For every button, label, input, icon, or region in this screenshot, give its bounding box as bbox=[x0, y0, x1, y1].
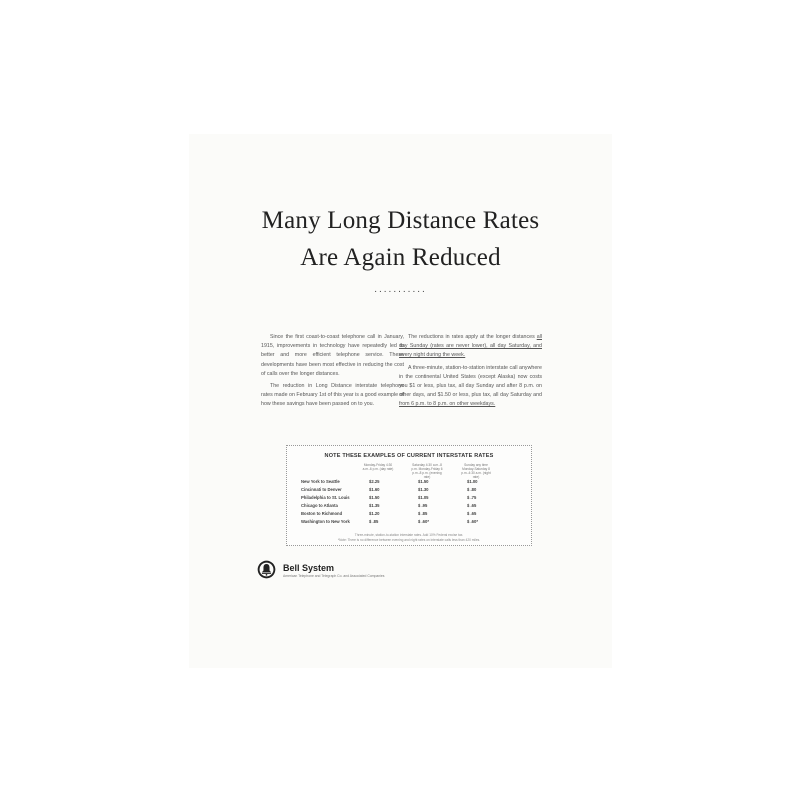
table-row bbox=[301, 519, 521, 526]
route-cell: Boston to Richmond bbox=[301, 511, 343, 516]
table-row bbox=[301, 479, 521, 486]
evening-rate-cell: $1.30 bbox=[418, 487, 429, 492]
body-column-left bbox=[261, 333, 404, 413]
route-cell: Cincinnati to Denver bbox=[301, 487, 342, 492]
body-text: The reductions in rates apply at the longer distances bbox=[408, 334, 537, 340]
rates-table bbox=[286, 445, 532, 546]
decorative-dots: ........... bbox=[374, 284, 427, 295]
headline-line-1: Many Long Distance Rates bbox=[261, 207, 540, 234]
column-header-night: Sunday any time Monday-Saturday 8 p.m.-4:30 a.m. (night rate) bbox=[461, 463, 491, 479]
night-rate-cell: $ .60* bbox=[467, 519, 478, 524]
body-text: A three-minute, station-to-station interstate call anywhere in the continental United States (except Alaska) now costs you $1 or less, plus tax, all day Sunday and after 8 p.m. on other days, and $1.50 or less, plus tax, all day Saturday and bbox=[399, 364, 542, 399]
day-rate-cell: $1.20 bbox=[369, 511, 380, 516]
table-row bbox=[301, 503, 521, 510]
table-footnote: *Note: There is no difference between evening and night rates on interstate calls less than 420 miles. bbox=[337, 538, 481, 542]
table-row bbox=[301, 511, 521, 518]
night-rate-cell: $ .80 bbox=[467, 487, 477, 492]
column-header-evening: Saturday 4:30 a.m.-8 p.m. Monday-Friday 6 p.m.-8 p.m. (evening rate) bbox=[411, 463, 443, 479]
route-cell: Philadelphia to St. Louis bbox=[301, 495, 350, 500]
table-row bbox=[301, 487, 521, 494]
brand-subline: American Telephone and Telegraph Co. and Associated Companies bbox=[283, 574, 385, 578]
body-column-right bbox=[399, 333, 542, 413]
route-cell: Washington to New York bbox=[301, 519, 350, 524]
body-paragraph bbox=[399, 364, 542, 410]
advertisement-page bbox=[189, 134, 612, 668]
night-rate-cell: $1.00 bbox=[467, 479, 478, 484]
table-row bbox=[301, 495, 521, 502]
evening-rate-cell: $ .60* bbox=[418, 519, 429, 524]
route-cell: New York to Seattle bbox=[301, 479, 340, 484]
body-paragraph: Since the first coast-to-coast telephone call in January, 1915, improvements in technology have repeatedly led to better and more efficient telephone service. These developments have been most effective in reducing the cost of calls over the longer distances. bbox=[261, 334, 404, 377]
column-header-day: Monday-Friday 4:30 a.m.-6 p.m. (day rate) bbox=[362, 463, 394, 471]
evening-rate-cell: $ .85 bbox=[418, 511, 428, 516]
brand-name: Bell System bbox=[283, 563, 335, 573]
underlined-text: all day Sunday (rates are never lower), all day Saturday, and every night during the week. bbox=[399, 334, 542, 359]
route-cell: Chicago to Atlanta bbox=[301, 503, 338, 508]
body-paragraph: The reduction in Long Distance interstate telephone rates made on February 1st of this year is a good example of how these savings have been passed on to you. bbox=[261, 383, 404, 408]
bell-logo-icon bbox=[257, 560, 276, 579]
table-footnote: Three-minute, station-to-station interstate rates. Add 10% Federal excise tax. bbox=[354, 533, 464, 537]
body-paragraph bbox=[399, 333, 542, 361]
headline-line-2: Are Again Reduced bbox=[300, 244, 501, 271]
day-rate-cell: $1.35 bbox=[369, 503, 380, 508]
evening-rate-cell: $1.50 bbox=[418, 479, 429, 484]
underlined-text: from 6 p.m. to 8 p.m. on other weekdays. bbox=[399, 401, 496, 408]
night-rate-cell: $ .75 bbox=[467, 495, 477, 500]
night-rate-cell: $ .65 bbox=[467, 503, 477, 508]
evening-rate-cell: $ .95 bbox=[418, 503, 428, 508]
rates-table-title: NOTE THESE EXAMPLES OF CURRENT INTERSTATE RATES bbox=[324, 453, 494, 459]
day-rate-cell: $ .85 bbox=[369, 519, 379, 524]
evening-rate-cell: $1.05 bbox=[418, 495, 429, 500]
night-rate-cell: $ .65 bbox=[467, 511, 477, 516]
day-rate-cell: $2.25 bbox=[369, 479, 380, 484]
day-rate-cell: $1.50 bbox=[369, 495, 380, 500]
day-rate-cell: $1.60 bbox=[369, 487, 380, 492]
